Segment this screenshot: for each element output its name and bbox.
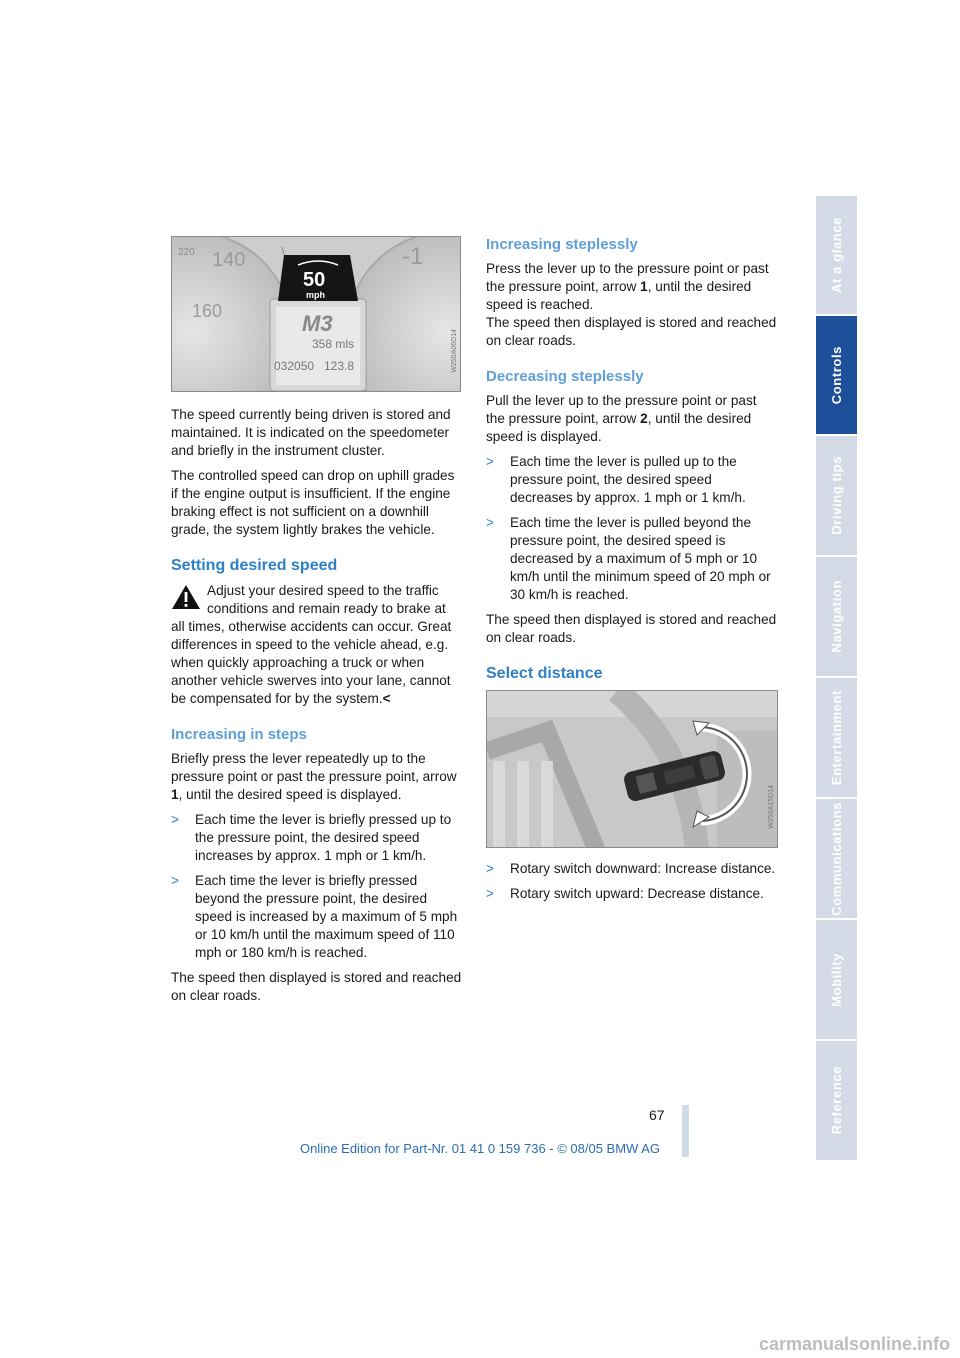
warning-text-rest: all times, otherwise accidents can occur. Great differences in speed to the vehicle ahead, e.g. when quickly approaching a truck or when another vehicle swerves into your lane, cannot be compensated for by the system. xyxy=(171,619,452,706)
page-number: 67 xyxy=(649,1107,665,1123)
tick-label-minus1: -1 xyxy=(402,243,424,270)
paragraph-increasing-in-steps xyxy=(171,750,463,804)
list-item xyxy=(486,860,778,878)
paragraph-increasing-steplessly xyxy=(486,260,778,350)
tab-label: Navigation xyxy=(829,580,844,653)
bullet-marker: > xyxy=(171,812,179,827)
inc-text-a: Press the lever up to the pressure point or past the pressure point, arrow xyxy=(486,261,769,294)
steps-text-b: , until the desired speed is displayed. xyxy=(178,787,402,802)
list-item xyxy=(486,885,778,903)
list-item-text: Each time the lever is pulled up to the pressure point, the desired speed decreases by approx. 1 mph or 1 km/h. xyxy=(510,454,746,505)
list-item-text: Each time the lever is briefly pressed beyond the pressure point, the desired speed is increased by a maximum of 5 mph or 10 km/h until the maximum speed of 110 mph or 180 km/h is reached. xyxy=(195,873,458,960)
heading-increasing-steplessly: Increasing steplessly xyxy=(486,236,638,253)
paragraph-decrease-result: The speed then displayed is stored and reached on clear roads. xyxy=(486,612,777,645)
arrow-number-1: 1 xyxy=(171,787,179,802)
heading-setting-desired-speed: Setting desired speed xyxy=(171,557,338,574)
list-item xyxy=(171,811,463,865)
tab-label: Entertainment xyxy=(829,689,844,786)
bullet-marker: > xyxy=(486,515,494,530)
list-item-text: Each time the lever is pulled beyond the pressure point, the desired speed is decreased by a maximum of 5 mph or 10 km/h until the minimum speed of 20 mph or 30 km/h is reached. xyxy=(510,515,771,602)
tab-mobility[interactable] xyxy=(816,920,857,1039)
heading-select-distance: Select distance xyxy=(486,665,603,682)
bullet-marker: > xyxy=(486,886,494,901)
list-item xyxy=(171,872,463,962)
heading-increasing-in-steps: Increasing in steps xyxy=(171,726,307,743)
tab-entertainment[interactable] xyxy=(816,678,857,797)
chapter-tabs xyxy=(816,196,857,1160)
range-display: 358 mls xyxy=(312,337,355,351)
paragraph-decreasing-steplessly xyxy=(486,392,778,446)
dec-text-a: Pull the lever up to the pressure point or past the pressure point, arrow xyxy=(486,393,757,426)
tab-navigation[interactable] xyxy=(816,557,857,676)
arrow-number-2: 2 xyxy=(640,411,648,426)
speed-display-value: 50 xyxy=(303,269,326,291)
cruise-control-lever-figure xyxy=(486,690,778,848)
paragraph-uphill-grades: The controlled speed can drop on uphill grades if the engine output is insufficient. If the engine braking effect is not sufficient on a downhill grade, the system lightly brakes the vehicle. xyxy=(171,468,455,537)
watermark: carmanualsonline.info xyxy=(758,1334,950,1354)
gear-display: M3 xyxy=(302,311,333,336)
dec-text-b: , until the desired speed is displayed. xyxy=(486,411,752,444)
list-item xyxy=(486,453,778,507)
tab-label: Mobility xyxy=(829,952,844,1007)
tick-label-220: 220 xyxy=(178,247,195,258)
end-of-warning-mark: < xyxy=(382,691,391,706)
odometer-display: 032050 xyxy=(274,359,315,373)
right-column xyxy=(486,236,778,910)
speed-display-unit: mph xyxy=(306,290,325,300)
bullet-marker: > xyxy=(486,454,494,469)
list-item-text: Each time the lever is briefly pressed up to the pressure point, the desired speed increases by approx. 1 mph or 1 km/h. xyxy=(195,812,452,863)
trip-display: 123.8 xyxy=(324,359,355,373)
inc-text-b: , until the desired speed is reached. xyxy=(486,279,752,312)
tab-controls[interactable] xyxy=(816,316,857,434)
footer-edition-note: Online Edition for Part-Nr. 01 41 0 159 736 - © 08/05 BMW AG xyxy=(299,1141,661,1156)
steps-text-a: Briefly press the lever repeatedly up to the pressure point or past the pressure point, arrow xyxy=(171,751,457,784)
figure-code: W250A15D14 xyxy=(768,785,775,829)
figure-code: W250A06D14 xyxy=(451,329,458,373)
paragraph-stored-speed: The speed currently being driven is stored and maintained. It is indicated on the speedometer and briefly in the instrument cluster. xyxy=(171,407,451,458)
left-column xyxy=(171,236,463,1012)
list-item-text: Rotary switch downward: Increase distance. xyxy=(510,861,776,876)
tab-communications[interactable] xyxy=(816,799,857,918)
tick-label-140: 140 xyxy=(212,249,246,271)
inc-text-c: The speed then displayed is stored and reached on clear roads. xyxy=(486,315,777,348)
tab-label: Controls xyxy=(829,345,844,405)
tab-label: Communications xyxy=(829,801,844,916)
tab-at-a-glance[interactable] xyxy=(816,196,857,314)
warning-text-first: Adjust your desired speed to the traffic conditions and remain ready to brake at xyxy=(207,583,446,616)
tab-label: Reference xyxy=(829,1066,844,1135)
instrument-cluster-figure xyxy=(171,236,461,392)
list-item-text: Rotary switch upward: Decrease distance. xyxy=(510,886,764,901)
bullet-marker: > xyxy=(486,861,494,876)
list-item xyxy=(486,514,778,604)
tab-label: At a glance xyxy=(829,217,844,293)
bullet-marker: > xyxy=(171,873,179,888)
arrow-number-1: 1 xyxy=(640,279,648,294)
paragraph-steps-result: The speed then displayed is stored and reached on clear roads. xyxy=(171,970,462,1003)
warning-note xyxy=(171,582,463,708)
warning-triangle-icon xyxy=(171,584,201,610)
heading-decreasing-steplessly: Decreasing steplessly xyxy=(486,368,644,385)
tick-label-160: 160 xyxy=(192,301,223,321)
tab-driving-tips[interactable] xyxy=(816,436,857,555)
tab-label: Driving tips xyxy=(829,456,844,535)
lever-rotary-switch-illustration xyxy=(487,691,778,848)
